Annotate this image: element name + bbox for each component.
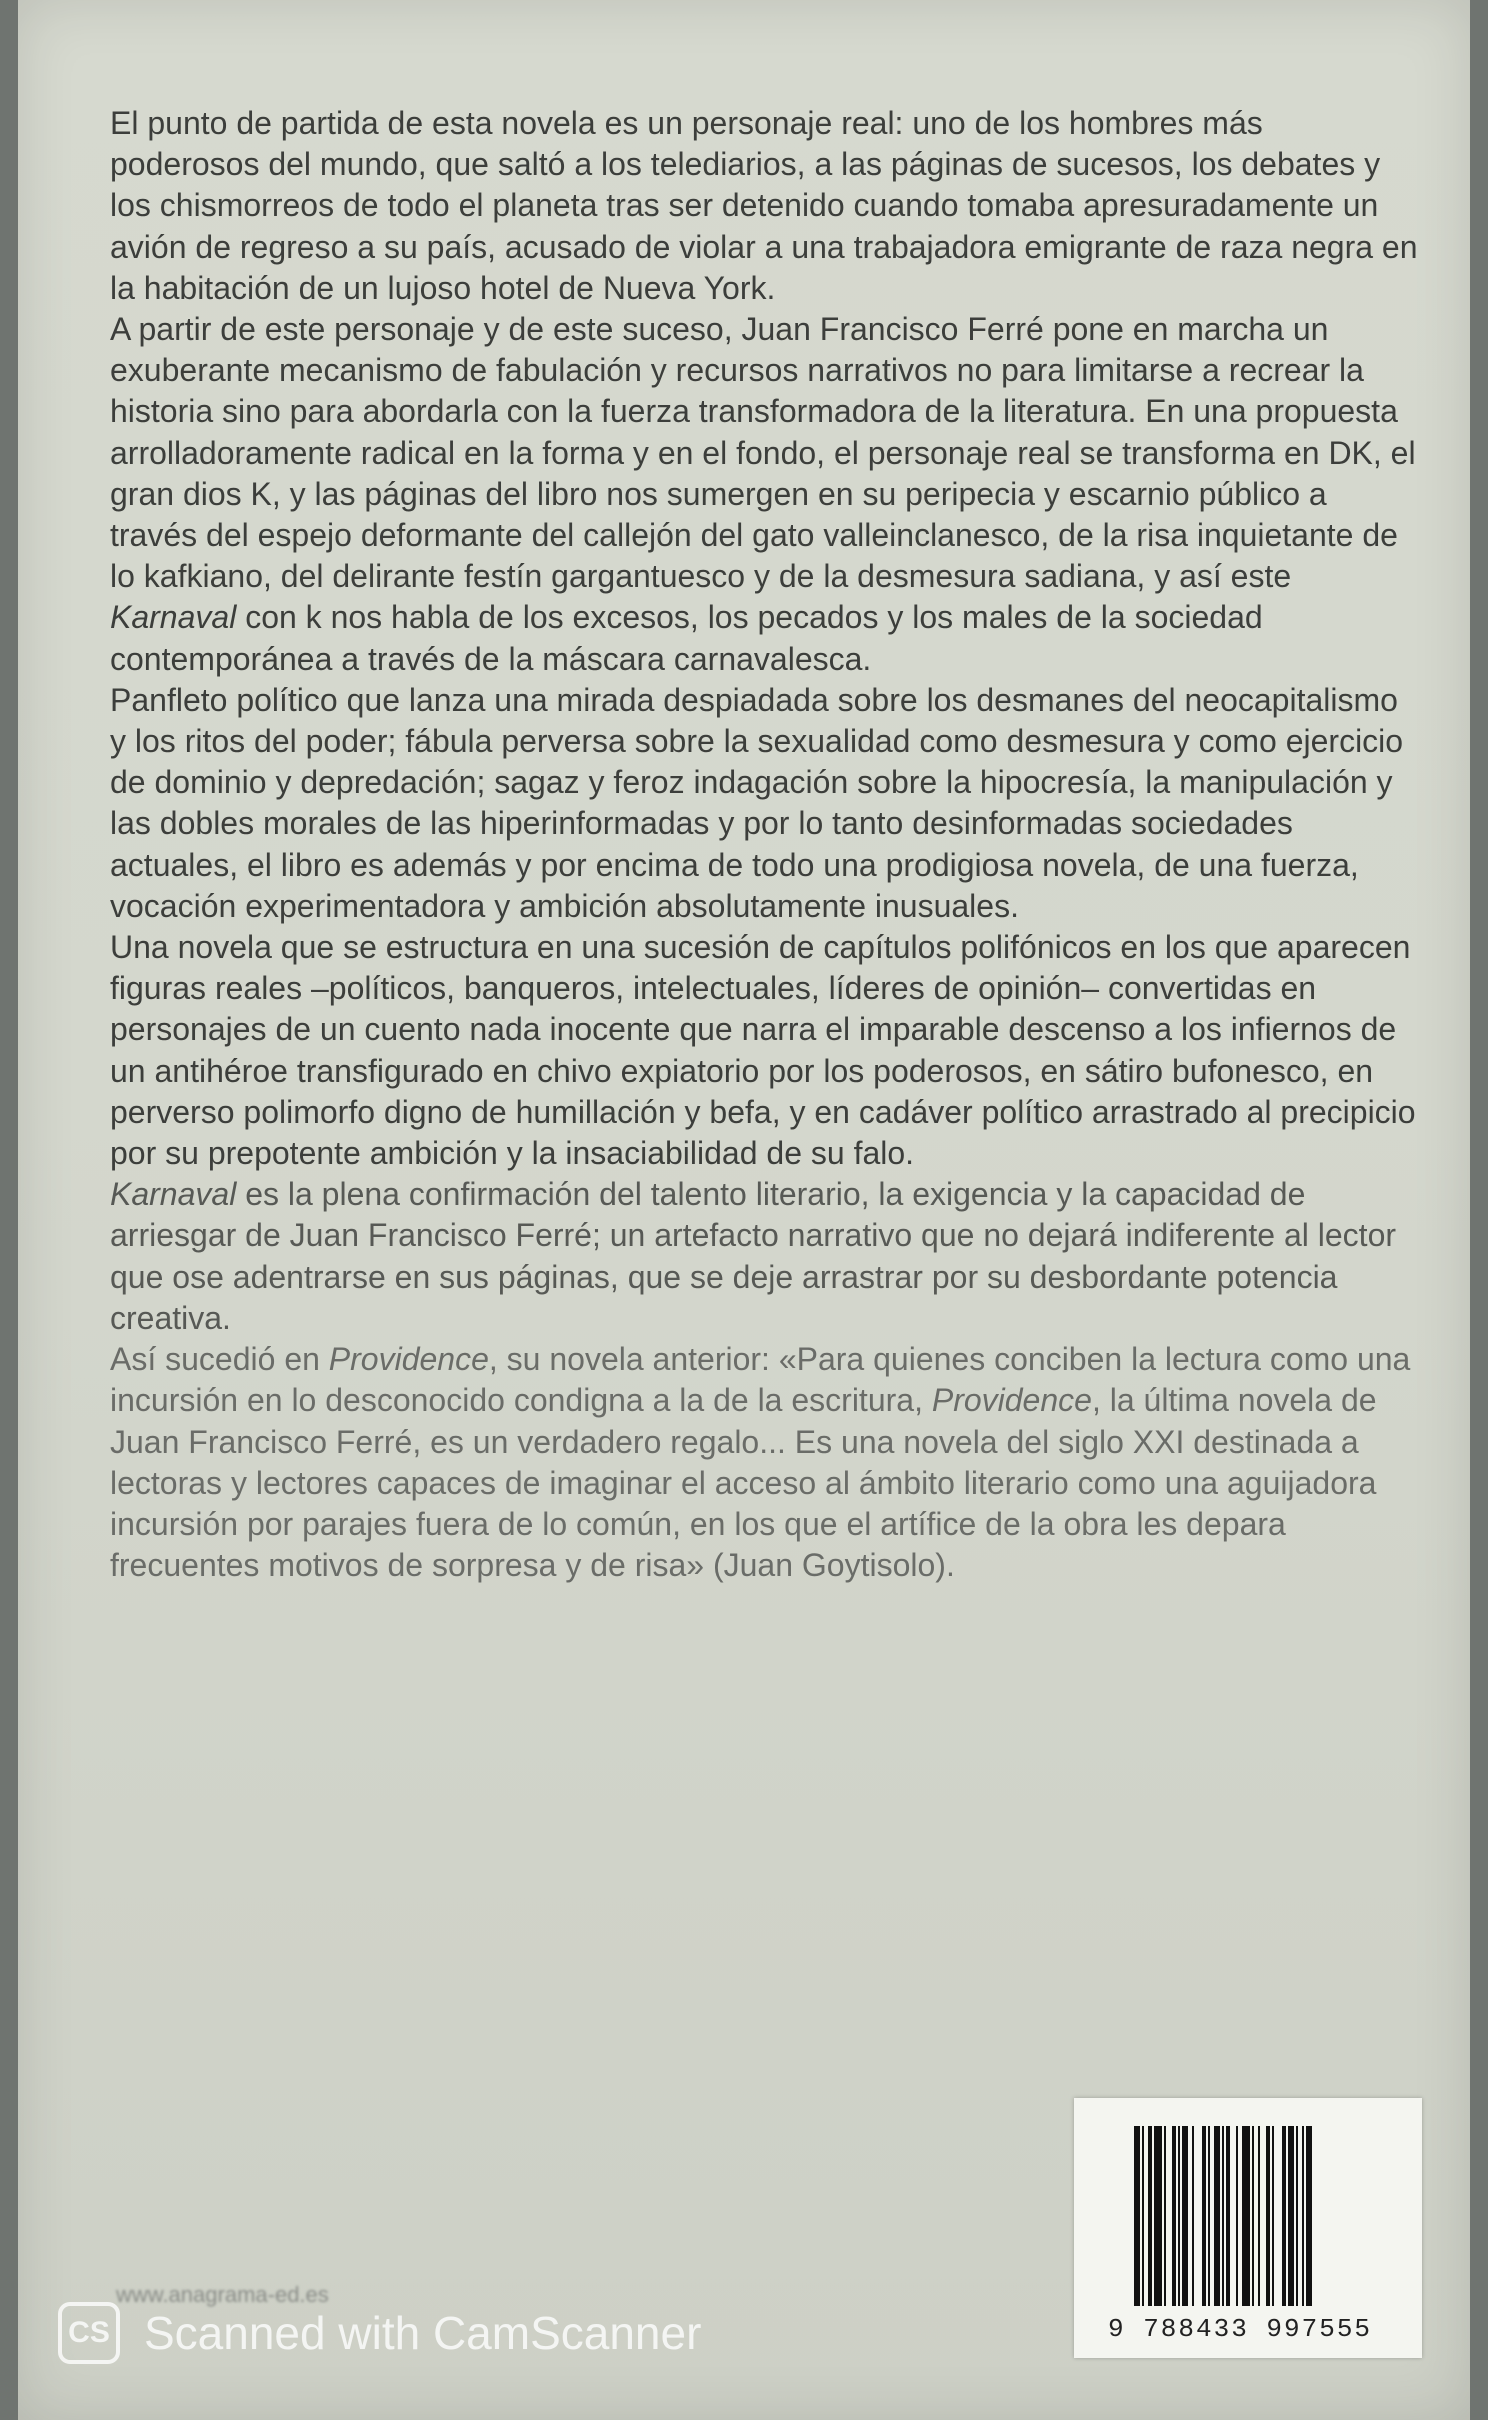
back-cover-blurb (110, 103, 1420, 1586)
book-back-cover (18, 0, 1470, 2420)
camscanner-logo-icon: CS (58, 2302, 120, 2364)
camscanner-watermark (58, 2302, 701, 2364)
blurb-text: , su novela anterior: «Para quienes conciben la lectura como una incursión en lo desconocido condigna a la de la escritura, (110, 1341, 1411, 1419)
blurb-text: , la última novela de Juan Francisco Ferré, es un verdadero regalo... Es una novela del siglo XXI destinada a lectoras y lectores capaces de imaginar el acceso al ámbito literario como una aguijadora incursión por parajes fuera de lo común, en los que el artífice de la obra les depara frecuentes motivos de sorpresa y de risa» (Juan Goytisolo). (110, 1382, 1377, 1584)
barcode-bars (1134, 2126, 1384, 2306)
blurb-text: Así sucedió en (110, 1341, 329, 1378)
book-title: Karnaval (110, 599, 237, 636)
blurb-paragraph-3: Panfleto político que lanza una mirada despiadada sobre los desmanes del neocapitalismo y los ritos del poder; fábula perversa sobre la sexualidad como desmesura y como ejercicio de dominio y depredación; sagaz y feroz indagación sobre la hipocresía, la manipulación y las dobles morales de las hiperinformadas y por lo tanto desinformadas sociedades actuales, el libro es además y por encima de todo una prodigiosa novela, de una fuerza, vocación experimentadora y ambición absolutamente inusuales. (110, 681, 1404, 924)
blurb-text: es la plena confirmación del talento literario, la exigencia y la capacidad de arriesgar de Juan Francisco Ferré; un artefacto narrativo que no dejará indiferente al lector que ose adentrarse en sus páginas, que se deje arrastrar por su desbordante potencia creativa. (110, 1176, 1397, 1336)
isbn-number: 9 788433 997555 (1108, 2314, 1373, 2344)
blurb-paragraph-5 (110, 1174, 1420, 1339)
blurb-paragraph-6 (110, 1339, 1420, 1586)
isbn-barcode (1074, 2098, 1422, 2358)
publisher-website: www.anagrama-ed.es (116, 2282, 329, 2307)
previous-book-title: Providence (931, 1382, 1092, 1419)
watermark-text: Scanned with CamScanner (144, 2307, 702, 2359)
previous-book-title: Providence (328, 1341, 489, 1378)
barcode-bar (1312, 2126, 1316, 2306)
book-title: Karnaval (110, 1176, 237, 1213)
blurb-paragraph-2 (110, 309, 1420, 680)
blurb-text: A partir de este personaje y de este suceso, Juan Francisco Ferré pone en marcha un exuberante mecanismo de fabulación y recursos narrativos no para limitarse a recrear la historia sino para abordarla con la fuerza transformadora de la literatura. En una propuesta arrolladoramente radical en la forma y en el fondo, el personaje real se transforma en DK, el gran dios K, y las páginas del libro nos sumergen en su peripecia y escarnio público a través del espejo deformante del callejón del gato valleinclanesco, de la risa inquietante de lo kafkiano, del delirante festín gargantuesco y de la desmesura sadiana, y así este (110, 311, 1416, 595)
blurb-paragraph-1: El punto de partida de esta novela es un personaje real: uno de los hombres más poderosos del mundo, que saltó a los telediarios, a las páginas de sucesos, los debates y los chismorreos de todo el planeta tras ser detenido cuando tomaba apresuradamente un avión de regreso a su país, acusado de violar a una trabajadora emigrante de raza negra en la habitación de un lujoso hotel de Nueva York. (110, 105, 1418, 306)
barcode-bar (1194, 2126, 1202, 2306)
barcode-bar (1154, 2126, 1162, 2306)
barcode-bar (1274, 2126, 1282, 2306)
blurb-paragraph-4: Una novela que se estructura en una sucesión de capítulos polifónicos en los que aparecen figuras reales –políticos, banqueros, intelectuales, líderes de opinión– convertidas en personajes de un cuento nada inocente que narra el imparable descenso a los infiernos de un antihéroe transfigurado en chivo expiatorio por los poderosos, en sátiro bufonesco, en perverso polimorfo digno de humillación y befa, y en cadáver político arrastrado al precipicio por su prepotente ambición y la insaciabilidad de su falo. (110, 929, 1416, 1172)
barcode-bar (1242, 2126, 1250, 2306)
blurb-text: con k nos habla de los excesos, los pecados y los males de la sociedad contemporánea a través de la máscara carnavalesca. (110, 599, 1263, 677)
